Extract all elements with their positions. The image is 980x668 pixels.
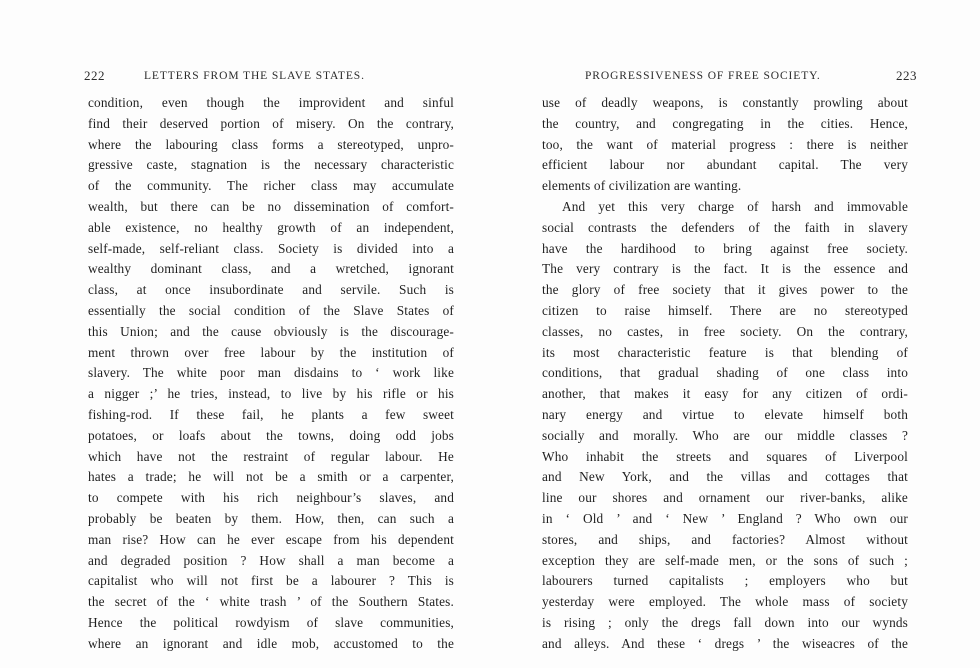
text-line: where an ignorant and idle mob, accustomed to the: [88, 635, 454, 651]
text-line: slavery. The white poor man disdains to ‘ work like: [88, 365, 454, 381]
text-line: essentially the social condition of the Slave States of: [88, 302, 454, 318]
text-line: the secret of the ‘ white trash ’ of the Southern States.: [88, 594, 454, 610]
text-line: too, the want of material progress : there is neither: [542, 136, 908, 152]
text-line: to compete with his rich neighbour’s slaves, and: [88, 490, 454, 506]
text-line: self-made, self-reliant class. Society is divided into a: [88, 240, 454, 256]
right-page-number: 223: [896, 68, 917, 83]
text-line: and alleys. And these ‘ dregs ’ the wiseacres of the: [542, 635, 908, 651]
text-line: ment thrown over free labour by the institution of: [88, 344, 454, 360]
text-line: capitalist who will not first be a labourer ? This is: [88, 573, 454, 589]
text-line: Who inhabit the streets and squares of Liverpool: [542, 448, 908, 464]
text-line: socially and morally. Who are our middle classes ?: [542, 427, 908, 443]
text-line: wealth, but there can be no dissemination of comfort-: [88, 198, 454, 214]
text-line: the country, and congregating in the cities. Hence,: [542, 115, 908, 131]
paragraph-end-line: elements of civilization are wanting.: [542, 178, 742, 194]
text-line: in ‘ Old ’ and ‘ New ’ England ? Who own our: [542, 510, 908, 526]
text-line: is rising ; only the dregs fall down into our wynds: [542, 614, 908, 630]
text-line: have the hardihood to bring against free society.: [542, 240, 908, 256]
text-line: stores, and ships, and factories? Almost without: [542, 531, 908, 547]
text-line: social contrasts the defenders of the faith in slavery: [542, 219, 908, 235]
right-page-body: [542, 93, 908, 655]
text-line: the glory of free society that it gives power to the: [542, 282, 908, 298]
text-line: hates a trade; he will not be a smith or a carpenter,: [88, 469, 454, 485]
text-line: man rise? How can he ever escape from his dependent: [88, 531, 454, 547]
left-running-head: [84, 68, 456, 84]
left-running-title: LETTERS FROM THE SLAVE STATES.: [144, 70, 365, 82]
text-line: probably be beaten by them. How, then, can such a: [88, 510, 454, 526]
text-line: line our shores and ornament our river-banks, alike: [542, 490, 908, 506]
text-line: class, at once insubordinate and servile. Such is: [88, 282, 454, 298]
text-line: condition, even though the improvident and sinful: [88, 95, 454, 110]
text-line: able existence, no healthy growth of an independent,: [88, 219, 454, 235]
right-running-title: PROGRESSIVENESS OF FREE SOCIETY.: [585, 70, 821, 82]
text-line: this Union; and the cause obviously is the discourage-: [88, 323, 454, 339]
text-line: where the labouring class forms a stereotyped, unpro-: [88, 136, 454, 152]
text-line: a nigger ;’ he tries, instead, to live by his rifle or his: [88, 386, 454, 402]
text-line: its most characteristic feature is that blending of: [542, 344, 908, 360]
text-line: labourers turned capitalists ; employers who but: [542, 573, 908, 589]
text-line: find their deserved portion of misery. On the contrary,: [88, 115, 454, 131]
text-line: fishing-rod. If these fail, he plants a few sweet: [88, 406, 454, 422]
text-line: potatoes, or loafs about the towns, doing odd jobs: [88, 427, 454, 443]
right-page: [490, 0, 980, 668]
text-line: which have not the restraint of regular labour. He: [88, 448, 454, 464]
text-line: exception they are self-made men, or the sons of such ;: [542, 552, 908, 568]
text-line: another, that makes it easy for any citizen of ordi-: [542, 386, 908, 402]
left-page-body: [88, 93, 454, 655]
text-line: of the community. The richer class may accumulate: [88, 178, 454, 194]
text-line: gressive caste, stagnation is the necessary characteristic: [88, 157, 454, 173]
text-line: efficient labour nor abundant capital. The very: [542, 157, 908, 173]
text-line: citizen to raise himself. There are no stereotyped: [542, 302, 908, 318]
text-line: and degraded position ? How shall a man become a: [88, 552, 454, 568]
left-page-number: 222: [84, 68, 105, 83]
text-line: yesterday were employed. The whole mass of society: [542, 594, 908, 610]
text-line: wealthy dominant class, and a wretched, ignorant: [88, 261, 454, 277]
text-line: The very contrary is the fact. It is the essence and: [542, 261, 908, 277]
paragraph-start-line: And yet this very charge of harsh and immovable: [562, 198, 908, 214]
text-line: use of deadly weapons, is constantly prowling about: [542, 95, 908, 110]
text-line: nary energy and virtue to elevate himself both: [542, 406, 908, 422]
text-line: and New York, and the villas and cottages that: [542, 469, 908, 485]
text-line: conditions, that gradual shading of one class into: [542, 365, 908, 381]
text-line: Hence the political rowdyism of slave communities,: [88, 614, 454, 630]
right-running-head: [545, 68, 917, 84]
text-line: classes, no castes, in free society. On the contrary,: [542, 323, 908, 339]
